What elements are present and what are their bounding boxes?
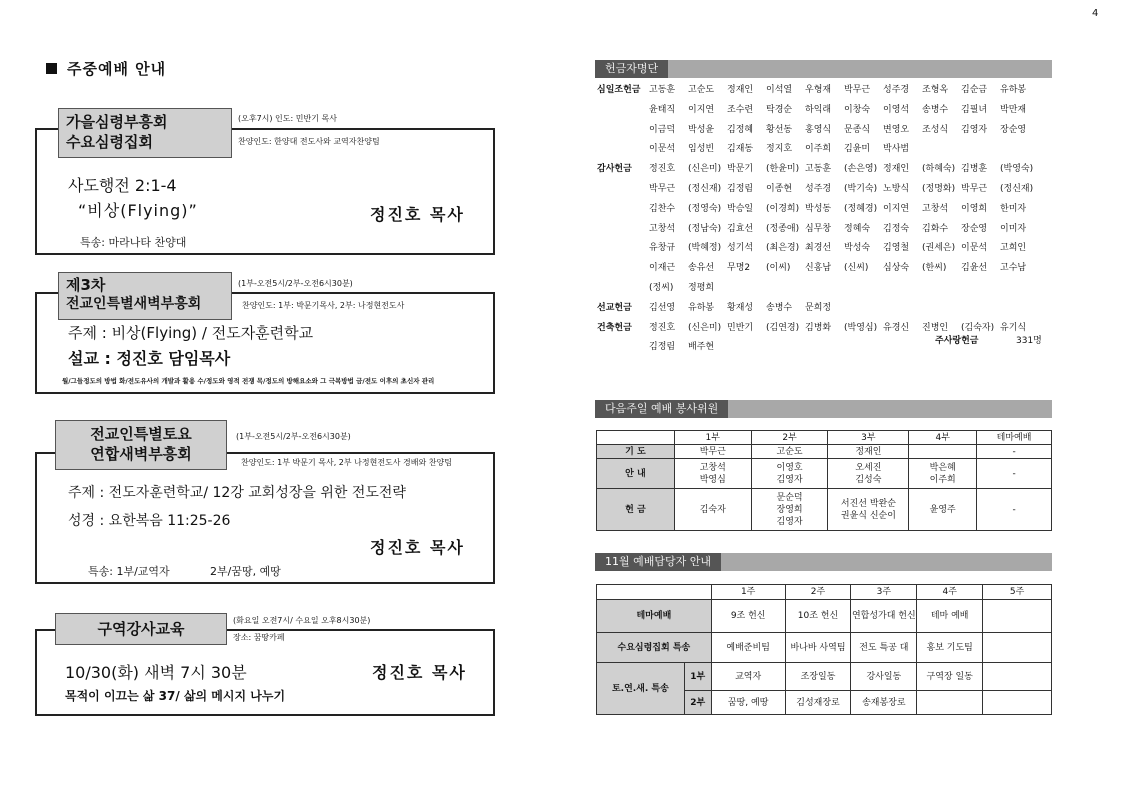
nov-sat1-w5	[983, 663, 1052, 691]
autumn-praise: 찬양인도: 한양대 전도사와 교역자찬양팀	[238, 137, 380, 146]
nov-theme-w4: 테마 예배	[917, 600, 983, 633]
donor-name: 정지호	[766, 144, 793, 155]
donor-name: (정신재)	[688, 183, 722, 194]
nov-sat-part2: 2부	[684, 691, 711, 715]
volunteers-header-cell: 1부	[674, 431, 751, 445]
dawn-label-line1: 제3차	[66, 276, 106, 294]
autumn-label-line1: 가을심령부흥회	[66, 113, 168, 131]
nov-sat-part1: 1부	[684, 663, 711, 691]
donor-name: (정명화)	[922, 183, 956, 194]
saturday-scripture: 성경 : 요한복음 11:25-26	[68, 513, 231, 529]
autumn-time: (오후7시) 인도: 민반기 목사	[238, 114, 337, 123]
donor-name: 박문기	[727, 164, 754, 175]
donor-name: 송병수	[766, 302, 793, 313]
volunteer-name: 김숙자	[699, 504, 726, 515]
volunteers-header-cell: 4부	[909, 431, 977, 445]
district-topic: 목적이 이끄는 삶 37/ 삶의 메시지 나누기	[65, 689, 286, 703]
donors-list	[597, 81, 1057, 358]
donor-name: 문희정	[805, 302, 832, 313]
volunteers-cell	[674, 459, 751, 489]
donor-category	[597, 239, 649, 259]
donor-name: (손은영)	[844, 164, 878, 175]
donor-category	[597, 220, 649, 240]
donor-row	[597, 81, 1057, 101]
nov-sat2-w4	[917, 691, 983, 715]
donor-names	[649, 220, 1039, 240]
saturday-revival-label	[55, 420, 227, 470]
volunteers-role: 안 내	[597, 459, 675, 489]
donor-name: 고창석	[649, 223, 676, 234]
dawn-revival-label	[58, 272, 232, 320]
volunteer-name: 서진선 박완순	[840, 498, 896, 509]
donor-name: (최은경)	[766, 243, 800, 254]
autumn-special: 특송: 마라나타 찬양대	[80, 236, 187, 249]
volunteers-cell	[828, 445, 909, 459]
donor-name: (박영숙)	[1000, 164, 1034, 175]
donor-name: 이주희	[805, 144, 832, 155]
donors-header	[595, 60, 1052, 78]
donor-name: 이지연	[883, 203, 910, 214]
donor-names	[649, 200, 1039, 220]
donor-name: 박만재	[1000, 104, 1027, 115]
donor-name: 김찬수	[649, 203, 676, 214]
donor-name: (신은미)	[688, 164, 722, 175]
donor-name: 이지연	[688, 104, 715, 115]
donor-name: (정영숙)	[688, 203, 722, 214]
dawn-praise: 찬양인도: 1부: 박문기목사, 2부: 나정현전도사	[242, 301, 405, 310]
nov-sat1-w1: 교역자	[711, 663, 785, 691]
donor-name: 유경신	[883, 322, 910, 333]
donor-name: 이종현	[766, 183, 793, 194]
volunteer-name: 오세진	[855, 462, 882, 473]
donor-name: 유하봉	[1000, 85, 1027, 95]
donor-names	[649, 180, 1039, 200]
november-table	[596, 584, 1052, 715]
donor-name: 김화수	[922, 223, 949, 234]
donor-name: 김병훈	[961, 164, 988, 175]
donor-name: (하혜숙)	[922, 164, 956, 175]
donor-name: 김정림	[649, 342, 676, 353]
donor-name: (신은미)	[688, 322, 722, 333]
donor-name: 정재인	[727, 85, 754, 95]
donor-name: 문종식	[844, 124, 871, 135]
donor-names	[649, 101, 1039, 121]
donor-names	[649, 140, 922, 160]
donor-name: 고희인	[1000, 243, 1027, 254]
donor-name: 박무근	[961, 183, 988, 194]
autumn-scripture: 사도행전 2:1-4	[68, 176, 177, 195]
donor-name: 조성식	[922, 124, 949, 135]
nov-header-blank	[597, 585, 712, 600]
donor-row	[597, 140, 1057, 160]
donor-name: 조형옥	[922, 85, 949, 95]
volunteers-title: 다음주일 예배 봉사위원	[595, 400, 728, 418]
nov-theme-label: 테마예배	[597, 600, 712, 633]
donor-name: 배주현	[688, 342, 715, 353]
volunteer-name: 이주희	[929, 474, 956, 485]
donor-name: 김병화	[805, 322, 832, 333]
donor-name: 박성윤	[688, 124, 715, 135]
volunteers-header-cell: 3부	[828, 431, 909, 445]
donor-name: 박무근	[649, 183, 676, 194]
donor-name: 한미자	[1000, 203, 1027, 214]
dawn-theme: 주제 : 비상(Flying) / 전도자훈련학교	[68, 324, 314, 342]
donor-name: 고창석	[922, 203, 949, 214]
donor-name: 성주경	[883, 85, 910, 95]
donor-category	[597, 180, 649, 200]
donor-name: 황선동	[766, 124, 793, 135]
donor-name: 유기식	[1000, 322, 1027, 333]
donor-name: 장순영	[961, 223, 988, 234]
nov-sat2-w5	[983, 691, 1052, 715]
nov-sat2-w3: 송재봉장로	[851, 691, 917, 715]
volunteers-cell	[751, 445, 828, 459]
autumn-speaker: 정진호 목사	[370, 205, 465, 224]
volunteers-cell	[674, 445, 751, 459]
volunteers-cell	[909, 445, 977, 459]
donor-name: (김숙자)	[961, 322, 995, 333]
donor-name: (한윤미)	[766, 164, 800, 175]
donor-name: 이영희	[961, 203, 988, 214]
volunteer-name: 김영자	[776, 474, 803, 485]
saturday-theme: 주제 : 전도자훈련학교/ 12강 교회성장을 위한 전도전략	[68, 485, 406, 501]
donor-category	[597, 279, 649, 299]
donor-name: 김순금	[961, 85, 988, 95]
volunteers-cell	[977, 459, 1052, 489]
donor-name: 김재동	[727, 144, 754, 155]
donor-name: (정신재)	[1000, 183, 1034, 194]
volunteers-cell	[751, 459, 828, 489]
district-time: (화요일 오전7시/ 수요일 오후8시30분)	[233, 616, 371, 625]
donor-category	[597, 338, 649, 358]
donor-name: (정혜경)	[844, 203, 878, 214]
donor-names	[649, 259, 1039, 279]
donor-category	[597, 140, 649, 160]
nov-wed-w4: 홍보 기도팀	[917, 633, 983, 663]
volunteers-cell	[909, 489, 977, 531]
donor-name: 고동훈	[805, 164, 832, 175]
donor-name: 이창숙	[844, 104, 871, 115]
sunday-offering-label: 주사랑헌금	[935, 336, 979, 346]
volunteer-name: 김영자	[776, 516, 803, 527]
donor-name: 이재근	[649, 263, 676, 274]
donor-name: 심무창	[805, 223, 832, 234]
saturday-speaker: 정진호 목사	[370, 538, 465, 557]
donor-category	[597, 259, 649, 279]
saturday-special-1: 특송: 1부/교역자	[88, 565, 170, 578]
donor-name: 고동훈	[649, 85, 676, 95]
autumn-label-line2: 수요심령집회	[66, 133, 153, 151]
donor-row	[597, 319, 1057, 339]
volunteer-name: 이영호	[776, 462, 803, 473]
donor-row	[597, 101, 1057, 121]
volunteers-cell	[828, 459, 909, 489]
volunteers-header-cell: 테마예배	[977, 431, 1052, 445]
volunteers-header-cell: 2부	[751, 431, 828, 445]
donor-category	[597, 101, 649, 121]
volunteers-header	[595, 400, 1052, 418]
donor-name: 홍영식	[805, 124, 832, 135]
november-header	[595, 553, 1052, 571]
donor-name: 진병인	[922, 322, 949, 333]
donor-name: 신홍남	[805, 263, 832, 274]
volunteer-name: -	[1012, 504, 1016, 515]
donor-name: 김윤미	[844, 144, 871, 155]
volunteer-name: 고순도	[776, 446, 803, 457]
donor-name: 성주경	[805, 183, 832, 194]
square-bullet-icon	[46, 63, 57, 74]
saturday-label-line2: 연합새벽부흥회	[90, 445, 192, 463]
donor-category: 건축헌금	[597, 322, 632, 333]
volunteers-cell	[751, 489, 828, 531]
donor-name: 정혜숙	[844, 223, 871, 234]
donor-category	[597, 121, 649, 141]
donor-name: 변영오	[883, 124, 910, 135]
donor-name: 김필녀	[961, 104, 988, 115]
nov-wed-w1: 예배준비팀	[711, 633, 785, 663]
donor-name: 임성빈	[688, 144, 715, 155]
donor-name: 황재성	[727, 302, 754, 313]
nov-wed-label: 수요심령집회 특송	[597, 633, 712, 663]
donor-name: 최경선	[805, 243, 832, 254]
donor-name: 노방식	[883, 183, 910, 194]
nov-theme-w2: 10조 헌신	[785, 600, 851, 633]
volunteer-name: 윤영주	[929, 504, 956, 515]
donor-row	[597, 259, 1057, 279]
donor-row	[597, 299, 1057, 319]
donor-names	[649, 338, 727, 358]
donor-name: 무명2	[727, 263, 751, 274]
donor-names	[649, 299, 844, 319]
donor-name: 정진호	[649, 164, 676, 175]
volunteers-role: 기 도	[597, 445, 675, 459]
page-number: 4	[1092, 8, 1099, 19]
nov-header-week1: 1주	[711, 585, 785, 600]
nov-theme-w3: 연합성가대 헌신	[851, 600, 917, 633]
donor-name: 박성숙	[844, 243, 871, 254]
saturday-special-2: 2부/꿈땅, 예땅	[210, 565, 281, 578]
donor-row	[597, 338, 1057, 358]
donor-name: 고수남	[1000, 263, 1027, 274]
nov-header-week2: 2주	[785, 585, 851, 600]
donor-name: 김윤선	[961, 263, 988, 274]
volunteer-name: -	[1012, 446, 1016, 457]
donor-category: 심일조헌금	[597, 85, 641, 95]
donor-name: 이문석	[649, 144, 676, 155]
donor-name: 이영석	[883, 104, 910, 115]
donor-name: (정종애)	[766, 223, 800, 234]
donor-names	[649, 160, 1039, 180]
donor-name: (이씨)	[766, 263, 791, 274]
volunteers-cell	[909, 459, 977, 489]
donor-name: (신씨)	[844, 263, 869, 274]
donor-name: (권세은)	[922, 243, 956, 254]
saturday-praise: 찬양인도: 1부 박문기 목사, 2부 나정현전도사 경배와 찬양팀	[241, 458, 452, 467]
november-title: 11월 예배담당자 안내	[595, 553, 721, 571]
volunteer-name: 문순덕	[776, 492, 803, 503]
donor-name: 이문석	[961, 243, 988, 254]
donor-category	[597, 200, 649, 220]
volunteers-header-cell	[597, 431, 675, 445]
donor-row	[597, 180, 1057, 200]
saturday-label-line1: 전교인특별토요	[90, 425, 192, 443]
volunteer-name: 권윤식 신순이	[840, 510, 896, 521]
nov-theme-w5	[983, 600, 1052, 633]
district-place: 장소: 꿈땅카페	[233, 633, 285, 642]
donor-names	[649, 239, 1039, 259]
donor-name: 이금덕	[649, 124, 676, 135]
nov-sat1-w4: 구역장 일동	[917, 663, 983, 691]
donor-name: 정재인	[883, 164, 910, 175]
donor-name: (박기숙)	[844, 183, 878, 194]
donor-name: 김정혜	[727, 124, 754, 135]
donor-row	[597, 121, 1057, 141]
volunteers-role: 헌 금	[597, 489, 675, 531]
donor-name: 박무근	[844, 85, 871, 95]
donor-names	[649, 121, 1039, 141]
district-label-text: 구역강사교육	[97, 620, 185, 638]
donor-row	[597, 239, 1057, 259]
donor-name: 송유선	[688, 263, 715, 274]
nov-sat-label: 토.연.새. 특송	[597, 663, 685, 715]
nov-wed-w5	[983, 633, 1052, 663]
donor-name: 김영철	[883, 243, 910, 254]
donor-name: 하익래	[805, 104, 832, 115]
volunteers-cell	[977, 445, 1052, 459]
donor-name: 김선영	[649, 302, 676, 313]
donor-name: 심상숙	[883, 263, 910, 274]
donor-name: (이경희)	[766, 203, 800, 214]
donor-name: (김연경)	[766, 322, 800, 333]
donor-name: 성기석	[727, 243, 754, 254]
section-title-text: 주중예배 안내	[67, 60, 167, 78]
nov-header-week3: 3주	[851, 585, 917, 600]
volunteer-name: 박영심	[699, 474, 726, 485]
sunday-offering-count: 331명	[1016, 336, 1042, 346]
donor-name: 우형재	[805, 85, 832, 95]
nov-theme-w1: 9조 헌신	[711, 600, 785, 633]
donor-names	[649, 319, 1039, 339]
donor-name: 정진호	[649, 322, 676, 333]
donor-row	[597, 200, 1057, 220]
district-training-label	[55, 613, 227, 645]
nov-sat1-w3: 강사일동	[851, 663, 917, 691]
volunteer-name: 장영희	[776, 504, 803, 515]
donor-name: 박승일	[727, 203, 754, 214]
donor-name: (정씨)	[649, 282, 674, 293]
donor-names	[649, 81, 1039, 101]
donor-name: 장순영	[1000, 124, 1027, 135]
donor-name: 송병수	[922, 104, 949, 115]
autumn-revival-label	[58, 108, 232, 158]
donor-name: 김정림	[727, 183, 754, 194]
dawn-preacher: 설교 : 정진호 담임목사	[68, 349, 231, 368]
nov-wed-w3: 전도 특공 대	[851, 633, 917, 663]
donor-name: 탁경순	[766, 104, 793, 115]
nov-sat1-w2: 조장일동	[785, 663, 851, 691]
donor-name: 유하봉	[688, 302, 715, 313]
saturday-time: (1부-오전5시/2부-오전6시30분)	[236, 432, 351, 441]
volunteer-name: 김성숙	[855, 474, 882, 485]
donor-row	[597, 160, 1057, 180]
dawn-schedule: 월/그들정도의 방법 화/전도유사의 개발과 활용 수/정도와 영적 전쟁 목/정도의 방해요소와 그 극복방법 금/전도 이후의 초신자 관리	[62, 377, 435, 385]
donor-row	[597, 279, 1057, 299]
dawn-label-line2: 전교인특별새벽부흥회	[66, 296, 202, 312]
donor-name: 박사범	[883, 144, 910, 155]
donor-name: (박혜정)	[688, 243, 722, 254]
donor-name: (한씨)	[922, 263, 947, 274]
volunteers-table	[596, 430, 1052, 531]
donor-category: 선교헌금	[597, 302, 632, 313]
nov-wed-w2: 바나바 사역팀	[785, 633, 851, 663]
donor-name: 조수련	[727, 104, 754, 115]
nov-header-week4: 4주	[917, 585, 983, 600]
donor-name: 박성동	[805, 203, 832, 214]
donor-name: (박영심)	[844, 322, 878, 333]
donor-names	[649, 279, 727, 299]
section-title	[46, 58, 166, 79]
autumn-title: “비상(Flying)”	[78, 201, 198, 220]
district-date: 10/30(화) 새벽 7시 30분	[65, 663, 247, 682]
volunteer-name: 정재인	[855, 446, 882, 457]
volunteers-cell	[674, 489, 751, 531]
donor-name: (정남숙)	[688, 223, 722, 234]
donor-name: 윤태직	[649, 104, 676, 115]
volunteer-name: -	[1012, 468, 1016, 479]
donor-row	[597, 220, 1057, 240]
nov-header-week5: 5주	[983, 585, 1052, 600]
dawn-time: (1부-오전5시/2부-오전6시30분)	[238, 279, 353, 288]
volunteers-cell	[828, 489, 909, 531]
volunteer-name: 박은혜	[929, 462, 956, 473]
donor-name: 이석열	[766, 85, 793, 95]
volunteer-name: 박무근	[699, 446, 726, 457]
volunteer-name: 고창석	[699, 462, 726, 473]
donor-name: 유창규	[649, 243, 676, 254]
donor-name: 김효선	[727, 223, 754, 234]
donor-name: 고순도	[688, 85, 715, 95]
donor-name: 민반기	[727, 322, 754, 333]
donor-name: 김영자	[961, 124, 988, 135]
donor-name: 이미자	[1000, 223, 1027, 234]
nov-sat2-w2: 김성재장로	[785, 691, 851, 715]
volunteers-cell	[977, 489, 1052, 531]
nov-sat2-w1: 꿈땅, 예땅	[711, 691, 785, 715]
district-speaker: 정진호 목사	[372, 663, 467, 682]
donor-category: 감사헌금	[597, 164, 632, 175]
donors-title: 헌금자명단	[595, 60, 668, 78]
donor-name: 김정숙	[883, 223, 910, 234]
donor-name: 정평희	[688, 282, 715, 293]
